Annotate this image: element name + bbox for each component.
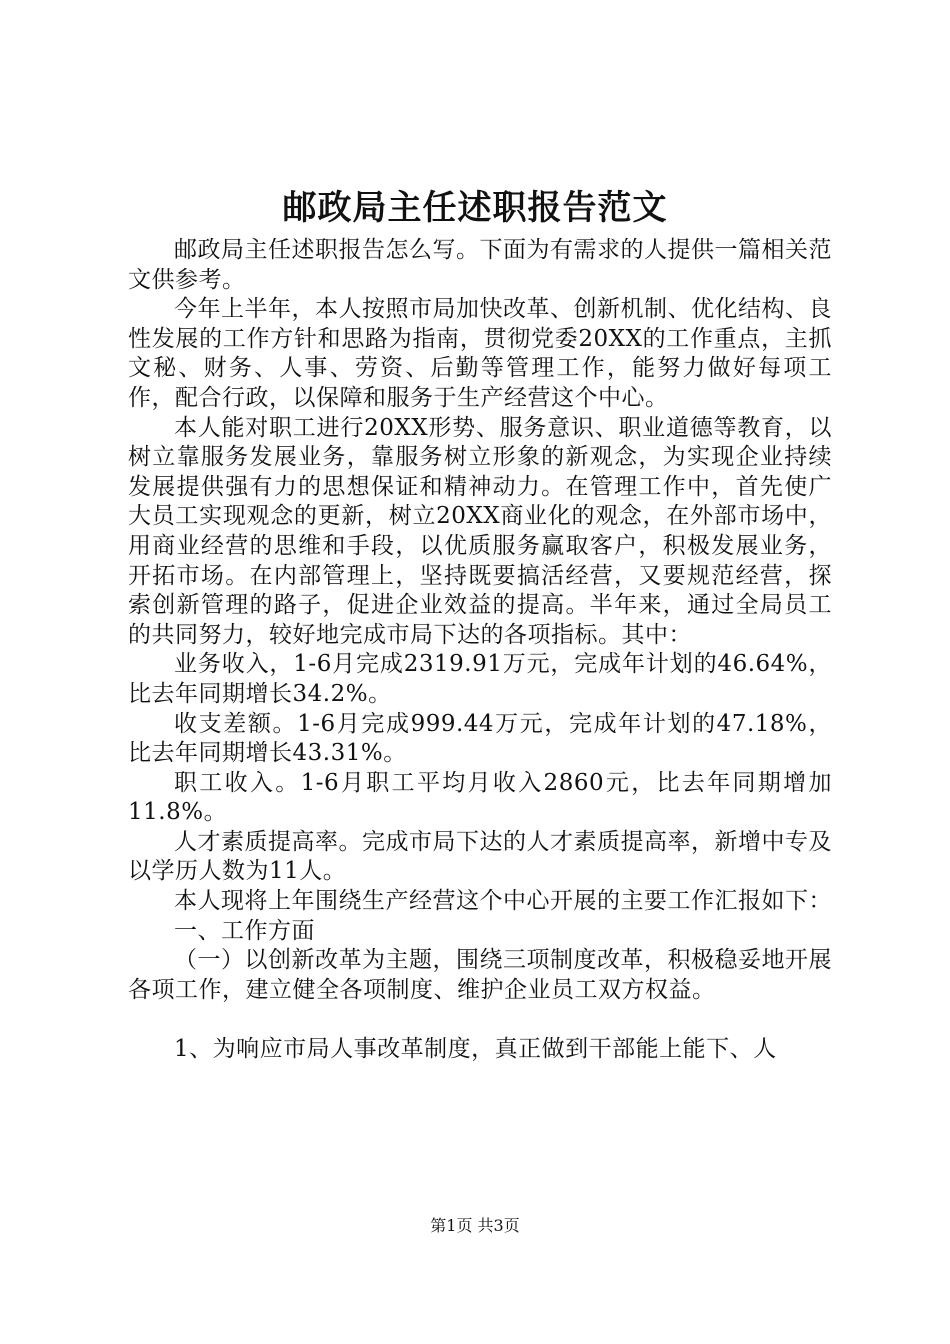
paragraph-item-1: 1、为响应市局人事改革制度，真正做到干部能上能下、人 [174, 1036, 777, 1063]
document-body [128, 236, 832, 1065]
paragraph-business-income: 业务收入，1-6月完成2319.91万元，完成年计划的46.64%，比去年同期增长34.2%。 [128, 651, 832, 707]
document-title: 邮政局主任述职报告范文 [282, 188, 668, 228]
section-heading-work: 一、工作方面 [174, 917, 315, 944]
paragraph-report-intro: 本人现将上年围绕生产经营这个中心开展的主要工作汇报如下： [174, 888, 832, 915]
paragraph-overview: 今年上半年，本人按照市局加快改革、创新机制、优化结构、良性发展的工作方针和思路为指南，贯彻党委20XX的工作重点，主抓文秘、财务、人事、劳资、后勤等管理工作，能努力做好每项工作，配合行政，以保障和服务于生产经营这个中心。 [128, 296, 832, 411]
paragraph-education: 本人能对职工进行20XX形势、服务意识、职业道德等教育，以树立靠服务发展业务，靠服务树立形象的新观念，为实现企业持续发展提供强有力的思想保证和精神动力。在管理工作中，首先使广大员工实现观念的更新，树立20XX商业化的观念，在外部市场中，用商业经营的思维和手段，以优质服务赢取客户，积极发展业务，开拓市场。在内部管理上，坚持既要搞活经营，又要规范经营，探索创新管理的路子，促进企业效益的提高。半年来，通过全局员工的共同努力，较好地完成市局下达的各项指标。其中： [128, 414, 832, 648]
paragraph-intro: 邮政局主任述职报告怎么写。下面为有需求的人提供一篇相关范文供参考。 [128, 237, 832, 293]
paragraph-balance: 收支差额。1-6月完成999.44万元，完成年计划的47.18%，比去年同期增长43.31%。 [128, 710, 832, 767]
page-number: 第1页 共3页 [430, 1216, 520, 1235]
paragraph-subsection-1: （一）以创新改革为主题，围绕三项制度改革，积极稳妥地开展各项工作，建立健全各项制度、维护企业员工双方权益。 [128, 947, 832, 1003]
paragraph-talent: 人才素质提高率。完成市局下达的人才素质提高率，新增中专及以学历人数为11人。 [128, 828, 832, 885]
paragraph-staff-income: 职工收入。1-6月职工平均月收入2860元，比去年同期增加11.8%。 [128, 769, 832, 826]
